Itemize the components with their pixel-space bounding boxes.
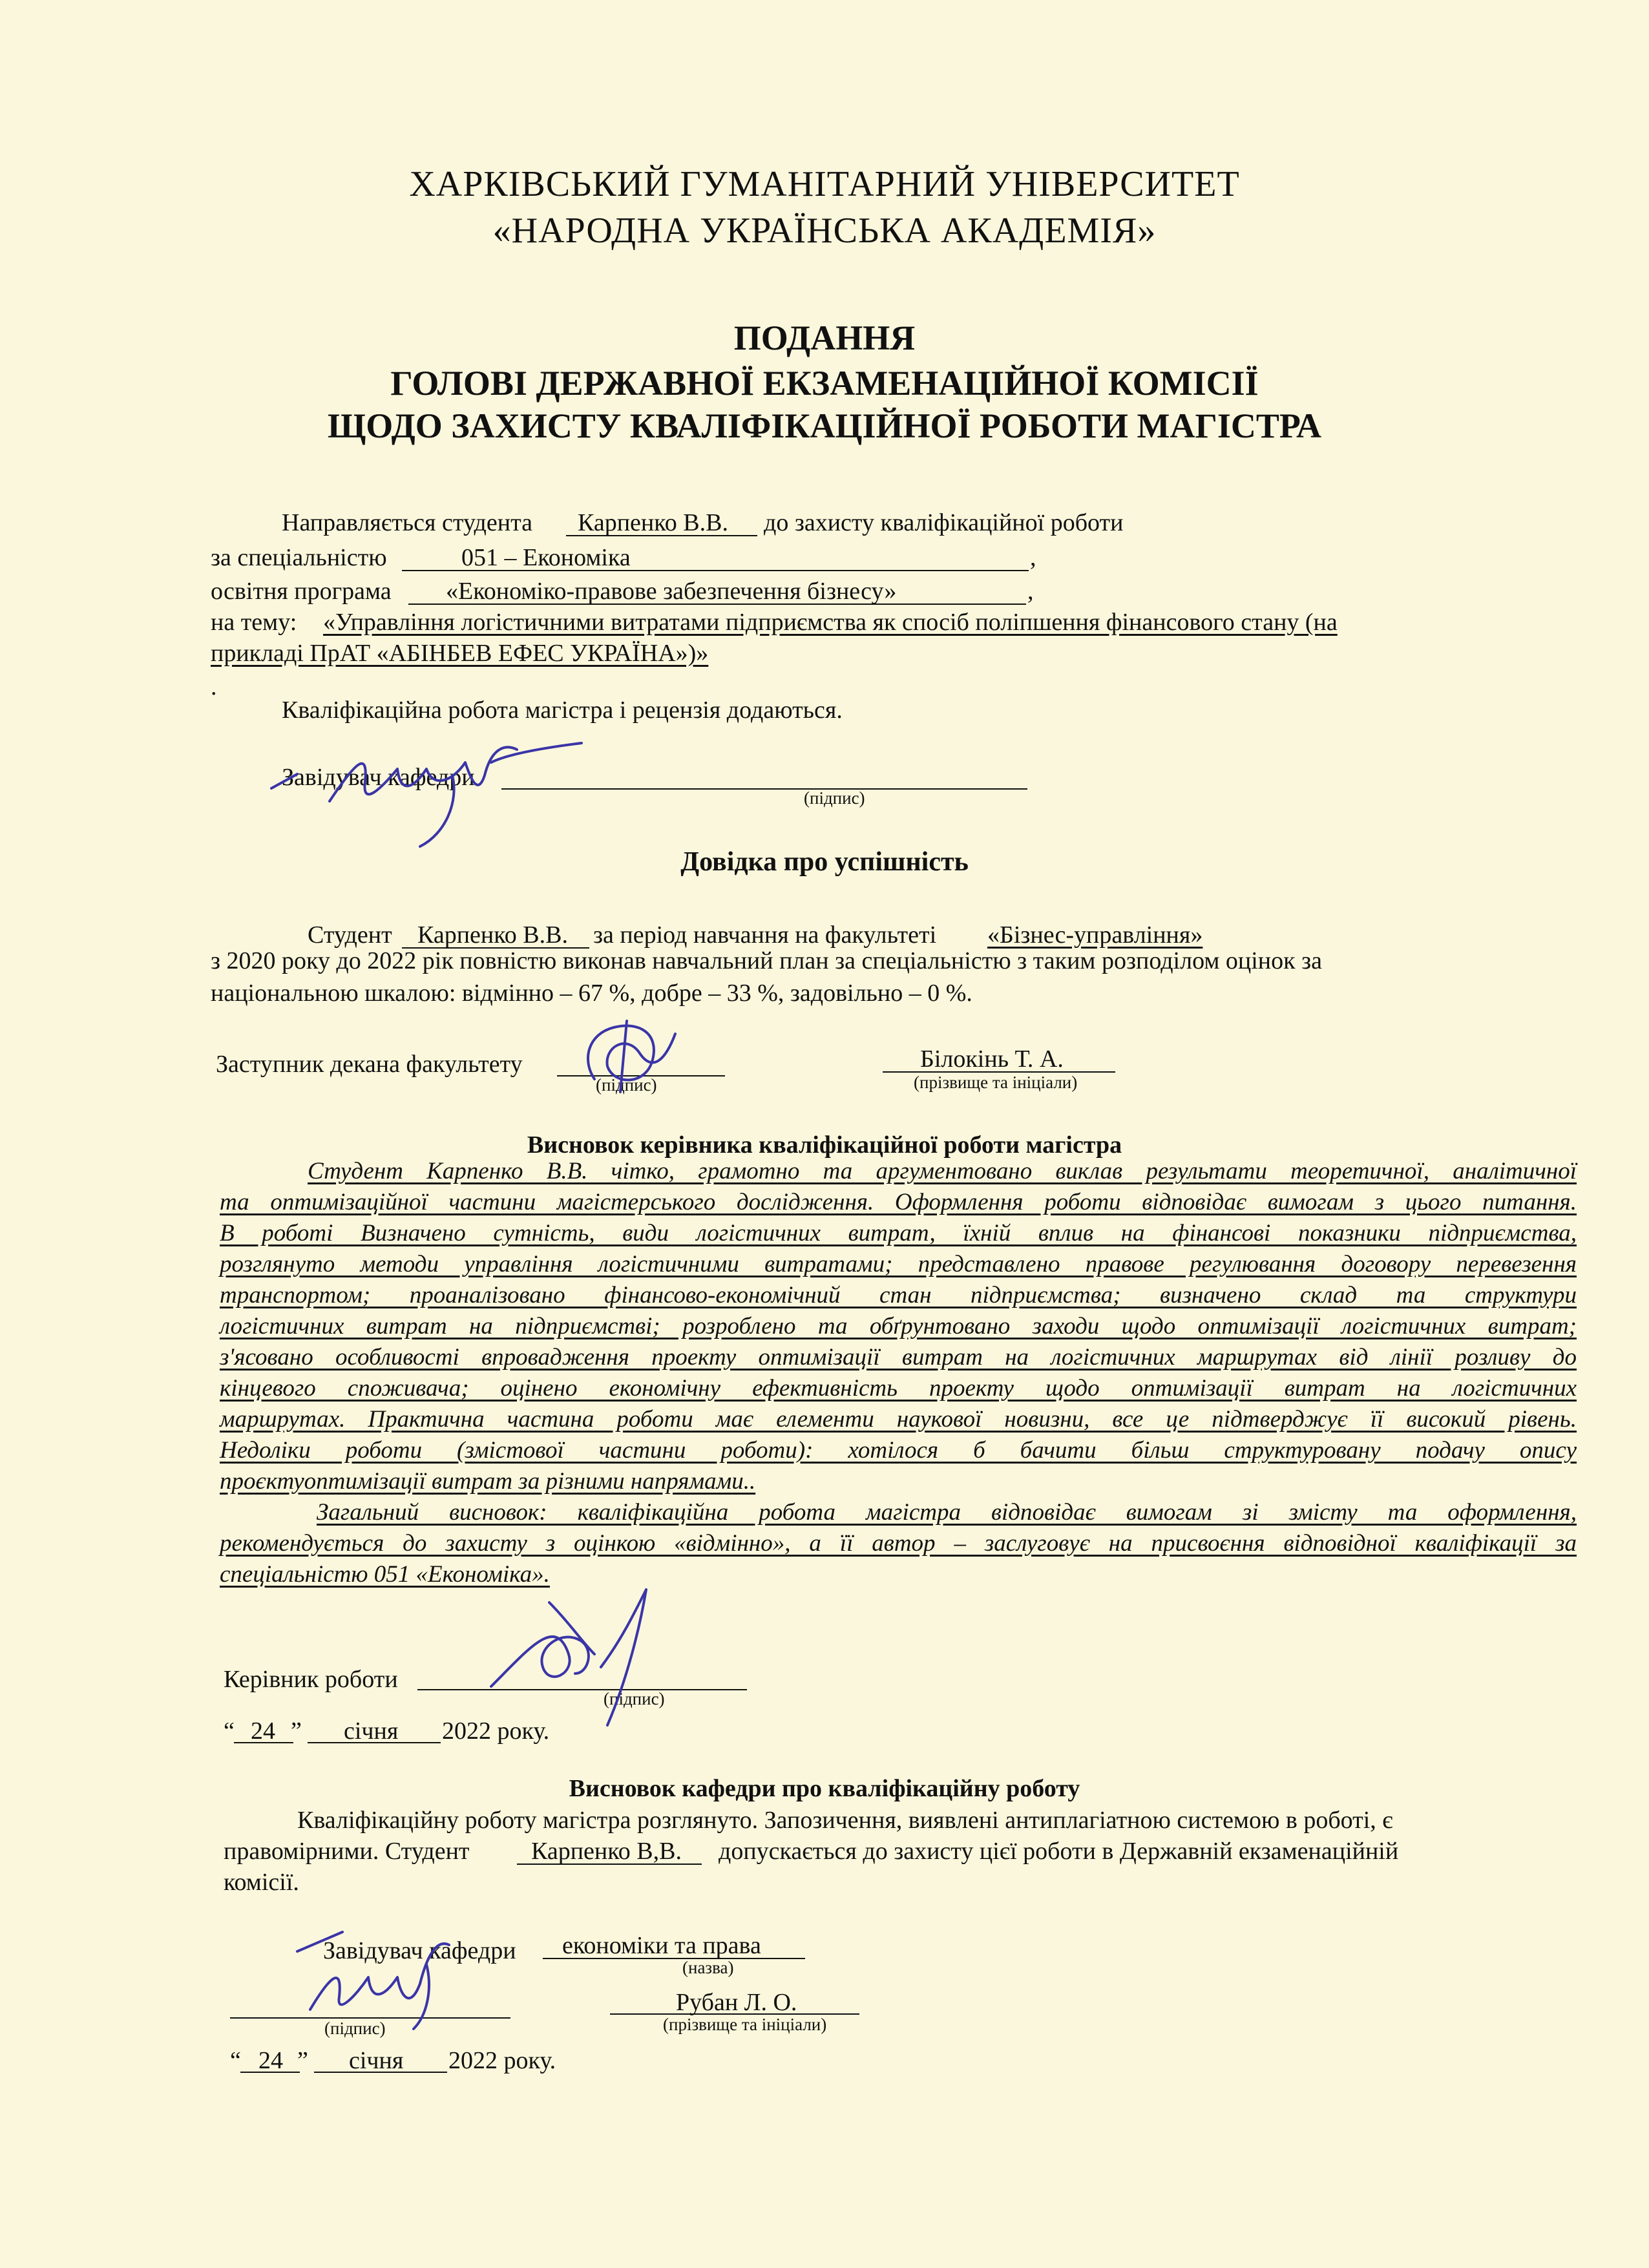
department-signature-caption: (підпис) [324,2019,386,2038]
department-head-label: Завідувач кафедри [323,1937,516,1964]
department-head-name: Рубан Л. О. [676,1989,797,2016]
department-head-name-caption: (прізвище та ініціали) [663,2015,827,2034]
supervisor-date-month: січня [344,1717,399,1745]
topic-line2: прикладі ПрАТ «АБІНБЕВ ЕФЕС УКРАЇНА»)» [211,640,709,667]
conclusion-line: логістичних витрат на підприємстві; розроблено та обґрунтовано заходи щодо оптимізації логістичних витрат; [220,1313,1577,1339]
document-title: ПОДАННЯ [733,319,916,357]
conclusion-line: маршрутах. Практична частина роботи має елементи наукової новизни, все це підтверджує її високий рівень. [220,1406,1577,1433]
department-line1: Кваліфікаційну роботу магістра розглянуто. Запозичення, виявлені антиплагіатною системою в роботі, є [297,1807,1393,1834]
conclusion-line: спеціальністю 051 «Економіка». [220,1561,550,1588]
supervisor-date-day: 24 [251,1717,275,1745]
stray-dot: . [211,673,217,700]
submission-line1-prefix: Направляється студента [282,509,533,536]
university-academy: «НАРОДНА УКРАЇНСЬКА АКАДЕМІЯ» [492,211,1157,251]
conclusion-line: Загальний висновок: кваліфікаційна робота магістра відповідає вимогам зі змісту та оформлення, [317,1499,1577,1526]
conclusion-line: та оптимізаційної частини магістерського дослідження. Оформлення роботи відповідає вимогам з цього питання. [220,1189,1577,1215]
conclusion-line: кінцевого споживача; оцінено економічну ефективність проекту щодо оптимізації витрат на логістичних [220,1375,1577,1402]
department-line2-prefix: правомірними. Студент [224,1838,470,1865]
deputy-signature-caption: (підпис) [596,1075,657,1095]
progress-student: Карпенко В.В. [417,921,568,949]
conclusion-line: розглянуто методи управління логістичними витратами; представлено правове регулювання договору перевезення [220,1251,1577,1277]
department-name: економіки та права [562,1932,761,1959]
document-title-line2: ГОЛОВІ ДЕРЖАВНОЇ ЕКЗАМЕНАЦІЙНОЇ КОМІСІЇ [390,364,1259,403]
department-date-month: січня [349,2047,404,2074]
head-signature [258,724,698,853]
topic-label: на тему: [211,609,297,636]
deputy-name-caption: (прізвище та ініціали) [914,1073,1078,1092]
conclusion-line: рекомендується до захисту з оцінкою «відмінно», а її автор – заслуговує на присвоєння відповідної кваліфікації за [220,1530,1577,1557]
program-label: освітня програма [211,578,392,605]
conclusion-line: з'ясовано особливості впровадження проекту оптимізації витрат на логістичних маршрутах від лінії розливу до [220,1344,1577,1370]
supervisor-signature [452,1577,737,1732]
conclusion-line: проєктуоптимізації витрат за різними напрямами.. [220,1468,756,1495]
department-name-caption: (назва) [682,1958,734,1977]
conclusion-line: В роботі Визначено сутність, види логістичних витрат, їхній вплив на фінансові показники підприємства, [220,1220,1577,1246]
progress-line2: з 2020 року до 2022 рік повністю виконав навчальний план за спеціальністю з таким розподілом оцінок за [211,947,1322,974]
submission-line1-suffix: до захисту кваліфікаційної роботи [764,509,1124,536]
department-head-signature [271,1913,530,2035]
specialty-value: 051 – Економіка [461,544,631,571]
specialty-label: за спеціальністю [211,544,387,571]
supervisor-signature-caption: (підпис) [604,1689,665,1708]
conclusion-line: Студент Карпенко В.В. чітко, грамотно та аргументовано виклав результати теоретичної, аналітичної [308,1158,1577,1184]
supervisor-conclusion-heading: Висновок керівника кваліфікаційної роботи магістра [527,1131,1122,1159]
conclusion-line: Недоліки роботи (змістової частини роботи): хотілося б бачити більш структуровану подачу опису [220,1437,1577,1464]
progress-line3: національною шкалою: відмінно – 67 %, добре – 33 %, задовільно – 0 %. [211,980,972,1007]
department-line2-suffix: допускається до захисту цієї роботи в Державній екзаменаційній [719,1838,1399,1865]
document-title-line3: ЩОДО ЗАХИСТУ КВАЛІФІКАЦІЙНОЇ РОБОТИ МАГІСТРА [328,406,1321,445]
supervisor-label: Керівник роботи [224,1666,398,1693]
progress-line1-prefix: Студент [308,921,392,949]
program-value: «Економіко-правове забезпечення бізнесу» [446,578,897,605]
department-date-year: 2022 року. [448,2047,556,2074]
conclusion-line: транспортом; проаналізовано фінансово-економічний стан підприємства; визначено склад та структури [220,1282,1577,1308]
topic-line1: «Управління логістичними витратами підприємства як спосіб поліпшення фінансового стану (на [323,609,1338,636]
head-of-department-label: Завідувач кафедри [282,764,475,791]
department-line3: комісії. [224,1869,299,1896]
submission-student: Карпенко В.В. [578,509,728,536]
university-name: ХАРКІВСЬКИЙ ГУМАНІТАРНИЙ УНІВЕРСИТЕТ [409,164,1240,204]
department-student: Карпенко В,В. [531,1838,682,1865]
deputy-dean-name: Білокінь Т. А. [920,1045,1064,1073]
department-conclusion-heading: Висновок кафедри про кваліфікаційну роботу [569,1775,1080,1802]
deputy-signature [569,1008,698,1098]
signature-caption: (підпис) [804,788,865,808]
progress-faculty: «Бізнес-управління» [987,921,1203,949]
progress-heading: Довідка про успішність [680,847,969,877]
progress-line1-mid: за період навчання на факультеті [593,921,937,949]
deputy-dean-label: Заступник декана факультету [216,1051,523,1078]
attached-note: Кваліфікаційна робота магістра і рецензія додаються. [282,697,843,724]
department-date-day: 24 [258,2047,283,2074]
supervisor-date-year: 2022 року. [442,1717,550,1745]
document-page: ХАРКІВСЬКИЙ ГУМАНІТАРНИЙ УНІВЕРСИТЕТ «НАРОДНА УКРАЇНСЬКА АКАДЕМІЯ» ПОДАННЯ ГОЛОВІ ДЕРЖАВНОЇ ЕКЗАМЕНАЦІЙНОЇ КОМІСІЇ ЩОДО ЗАХИСТУ КВАЛІФІКАЦІЙНОЇ РОБОТИ МАГІСТРА Направляється студента Карпенко В.В. до захисту кваліфікаційної роботи за спеціальністю 051 – Економіка , освітня програма «Економіко-правове забезпечення бізнесу» , на тему: «Управління логістичними витратами підприємства як спосіб поліпшення фінансового стану (на прикладі ПрАТ «АБІНБЕВ ЕФЕС УКРАЇНА»)» . Кваліфікаційна робота магістра і рецензія додаються. Завідувач кафедри (підпис) Довідка про успішність Студент Карпенко В.В. за період навчання на факультеті «Бізнес-управління» з 2020 року до 2022 рік повністю виконав навчальний план за спеціальністю з таким розподілом оцінок за національною шкалою: відмінно – 67 %, добре – 33 %, задовільно – 0 %. Заступник декана факультету (підпис) Білокінь Т. А. (прізвище та ініціали) Висновок керівника кваліфікаційної роботи магістра Студент Карпенко В.В. чітко, грамотно та аргументовано виклав результати теоретичної, аналітичної та оптимізаційної частини магістерського дослідження. Оформлення роботи відповідає вимогам з цього питання. В роботі Визначено сутність, види логістичних витрат, їхній вплив на фінансові показники підприємства, розглянуто методи управління логістичними витратами; представлено правове регулювання договору перевезення транспортом; проаналізовано фінансово-економічний стан підприємства; визначено склад та структури логістичних витрат на підприємстві; розроблено та обґрунтовано заходи щодо оптимізації логістичних витрат; з'ясовано особливості впровадження проекту оптимізації витрат на логістичних маршрутах від лінії розливу до кінцевого споживача; оцінено економічну ефективність проекту щодо оптимізації витрат на логістичних маршрутах. Практична частина роботи має елементи наукової новизни, все це підтверджує її високий рівень. Недоліки роботи (змістової частини роботи): хотілося б бачити більш структуровану подачу опису проєктуоптимізації витрат за різними напрямами.. Загальний висновок: кваліфікаційна робота магістра відповідає вимогам зі змісту та оформлення, рекомендується до захисту з оцінкою «відмінно», а її автор – заслуговує на присвоєння відповідної кваліфікації за спеціальністю 051 «Економіка». Керівник роботи (підпис) “ 24 ” січня 2022 року. Висновок кафедри про кваліфікаційну роботу Кваліфікаційну роботу магістра розглянуто. Запозичення, виявлені антиплагіатною системою в роботі, є правомірними. Студент Карпенко В,В. допускається до захисту цієї роботи в Державній екзаменаційній комісії. Завідувач кафедри економіки та права (назва) (підпис) Рубан Л. О. (прізвище та ініціали) “ 24 ” січня 2022 року. [0,0,1649,2268]
